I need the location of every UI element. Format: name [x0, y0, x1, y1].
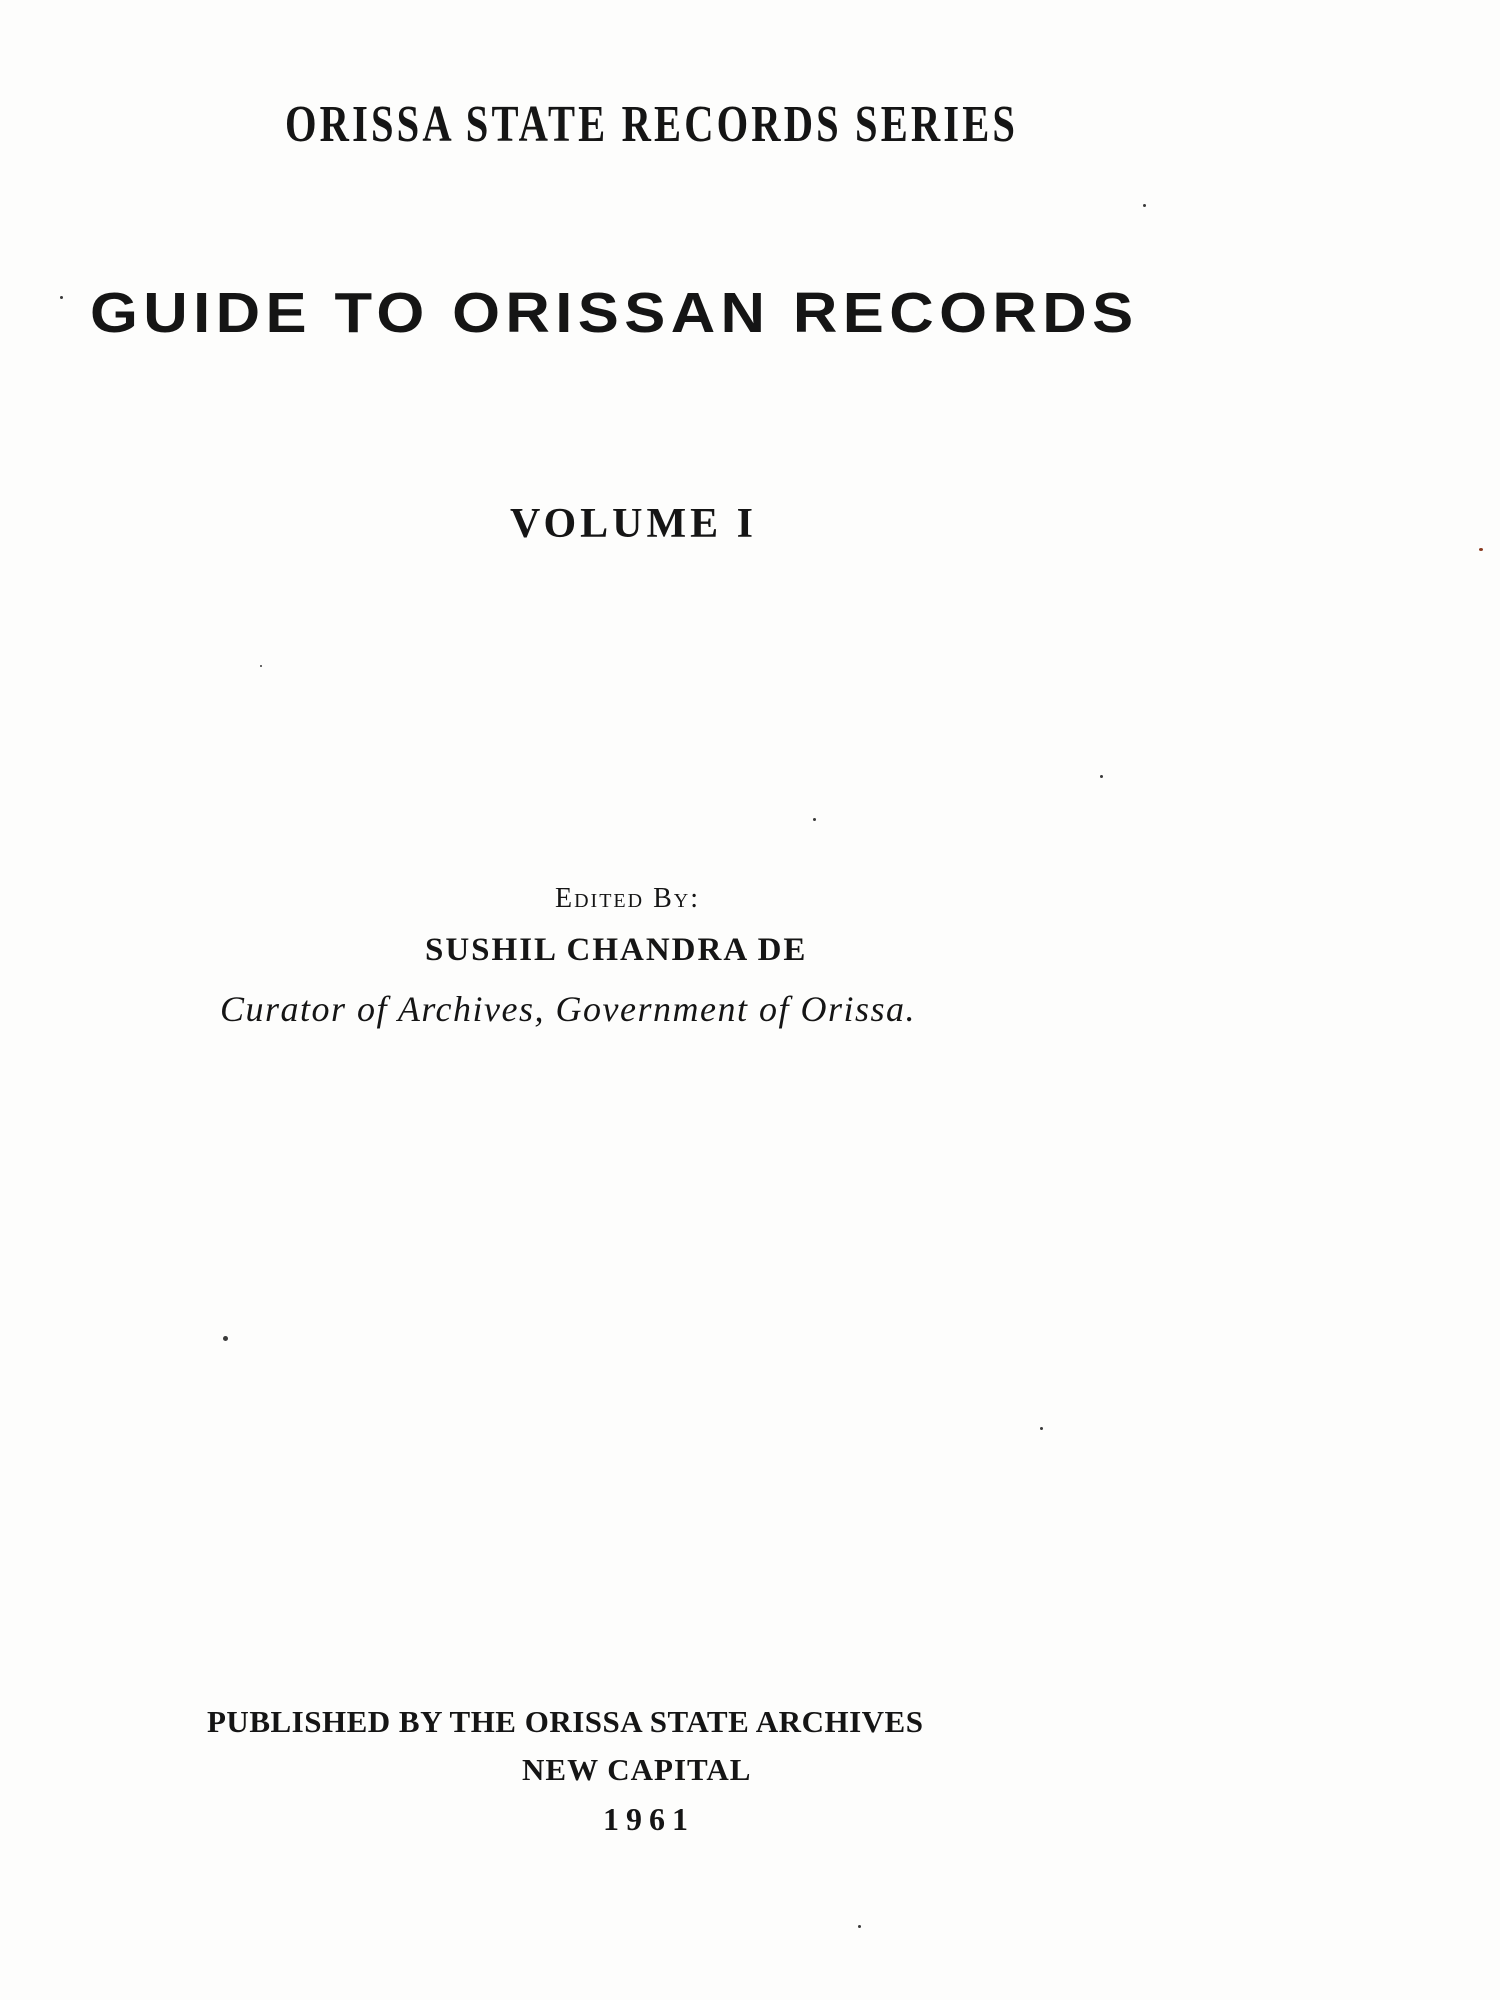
publication-place: NEW CAPITAL — [522, 1752, 752, 1787]
scan-speck — [60, 296, 63, 299]
book-title: GUIDE TO ORISSAN RECORDS — [90, 281, 1139, 345]
scan-speck — [260, 665, 262, 667]
scan-speck — [1040, 1427, 1043, 1430]
scan-speck — [1479, 548, 1483, 551]
scan-speck — [1143, 204, 1146, 207]
series-title: ORISSA STATE RECORDS SERIES — [285, 96, 1019, 153]
scan-speck — [858, 1925, 861, 1928]
editor-designation: Curator of Archives, Government of Orissa. — [220, 989, 916, 1029]
volume-number: VOLUME I — [510, 501, 758, 547]
scan-speck — [813, 818, 816, 821]
publisher-line: PUBLISHED BY THE ORISSA STATE ARCHIVES — [207, 1704, 924, 1739]
scan-speck — [223, 1336, 228, 1341]
edited-by-label: Edited By: — [555, 883, 700, 914]
scan-speck — [1100, 775, 1103, 778]
editor-name: SUSHIL CHANDRA DE — [425, 932, 808, 968]
publication-year: 1961 — [603, 1801, 695, 1837]
